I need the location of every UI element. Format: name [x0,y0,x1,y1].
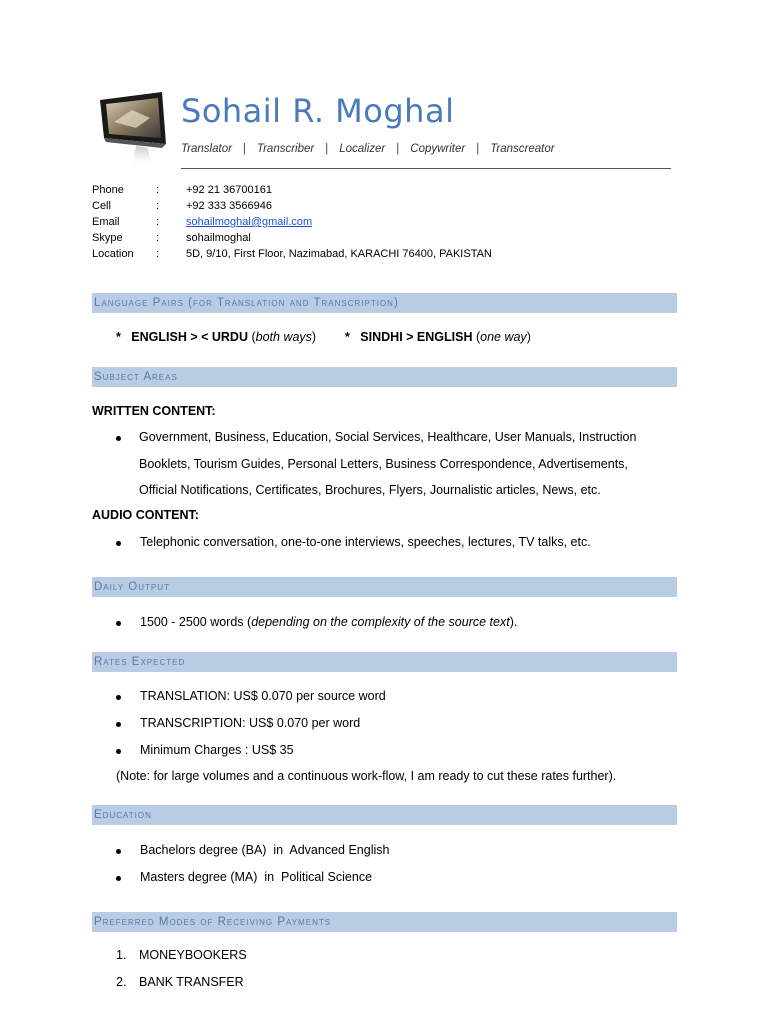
rate-transcription: TRANSCRIPTION: US$ 0.070 per word [140,716,361,730]
audio-content-text: Telephonic conversation, one-to-one interviews, speeches, lectures, TV talks, etc. [140,535,591,549]
contact-row-phone [92,182,492,198]
contact-row-location [92,246,492,262]
candidate-name: Sohail R. Moghal [181,92,455,130]
daily-output-lead: 1500 - 2500 words ( [140,615,252,629]
language-pair-2-label: SINDHI > ENGLISH [360,330,473,344]
contact-value: 5D, 9/10, First Floor, Nazimabad, KARACHI 76400, PAKISTAN [186,248,492,260]
language-pair-1-direction: both ways [255,330,312,344]
contact-colon: : [156,216,160,228]
contact-label: Cell [92,200,111,212]
bullet-dot [116,541,121,546]
contact-colon: : [156,184,160,196]
contact-label: Email [92,216,120,228]
daily-output-tail: ). [509,615,518,629]
bullet-star: * [116,330,121,344]
contact-row-skype [92,230,492,246]
contact-value: sohailmoghal [186,232,251,244]
list-number: 1. [116,948,127,962]
paren: ( [475,330,481,344]
paren: ) [311,330,317,344]
section-heading-subject-areas: Subject Areas [92,367,677,387]
contact-label: Skype [92,232,123,244]
written-content-label: WRITTEN CONTENT: [92,404,216,418]
section-heading-language-pairs: Language Pairs (for Translation and Transcription) [92,293,677,313]
role-separator: | [476,143,480,155]
contact-block [92,182,492,262]
role-copywriter: Copywriter [410,143,466,155]
contact-value: +92 21 36700161 [186,184,272,196]
education-ma: Masters degree (MA) in Political Science [140,870,373,884]
language-pair-1-label: ENGLISH > < URDU [131,330,248,344]
email-link[interactable]: sohailmoghal@gmail.com [186,216,313,228]
rate-translation: TRANSLATION: US$ 0.070 per source word [140,689,386,703]
role-transcreator: Transcreator [490,143,555,155]
section-heading-daily-output: Daily Output [92,577,677,597]
contact-row-cell [92,198,492,214]
daily-output-note: depending on the complexity of the source text [251,615,510,629]
daily-output-text [140,615,517,629]
role-localizer: Localizer [339,143,386,155]
bullet-dot [116,849,121,854]
bullet-dot [116,749,121,754]
bullet-dot [116,436,121,441]
rates-note: (Note: for large volumes and a continuous work-flow, I am ready to cut these rates further). [116,769,617,783]
paren: ( [251,330,256,344]
roles-line [181,143,555,155]
language-pair-2-direction: one way [480,330,527,344]
contact-label: Location [92,248,134,260]
role-separator: | [396,143,400,155]
section-heading-education: Education [92,805,677,825]
monitor-logo-icon [92,88,172,170]
bullet-dot [116,722,121,727]
contact-colon: : [156,200,160,212]
header-divider [181,168,671,169]
written-content-text: Government, Business, Education, Social Services, Healthcare, User Manuals, Instruction Booklets, Tourism Guides, Personal Letters, Business Correspondence, Advertisements, Official Notifications, Certificates, Brochures, Flyers, Journalistic articles, News, etc. [139,430,637,497]
audio-content-label: AUDIO CONTENT: [92,508,199,522]
section-heading-payments: Preferred Modes of Receiving Payments [92,912,677,932]
contact-label: Phone [92,184,124,196]
language-pair-1 [116,330,316,344]
bullet-dot [116,621,121,626]
paren: ) [526,330,531,344]
list-number: 2. [116,975,127,989]
bullet-star: * [345,330,350,344]
rate-minimum: Minimum Charges : US$ 35 [140,743,294,757]
contact-row-email [92,214,492,230]
role-separator: | [325,143,329,155]
payment-moneybookers: MONEYBOOKERS [139,948,247,962]
contact-value: +92 333 3566946 [186,200,272,212]
payment-bank-transfer: BANK TRANSFER [139,975,244,989]
education-ba: Bachelors degree (BA) in Advanced English [140,843,390,857]
role-separator: | [242,143,246,155]
contact-colon: : [156,232,160,244]
section-heading-rates: Rates Expected [92,652,677,672]
language-pair-2 [345,330,531,344]
role-transcriber: Transcriber [256,143,315,155]
bullet-dot [116,695,121,700]
bullet-dot [116,876,121,881]
contact-colon: : [156,248,160,260]
role-translator: Translator [181,143,232,155]
